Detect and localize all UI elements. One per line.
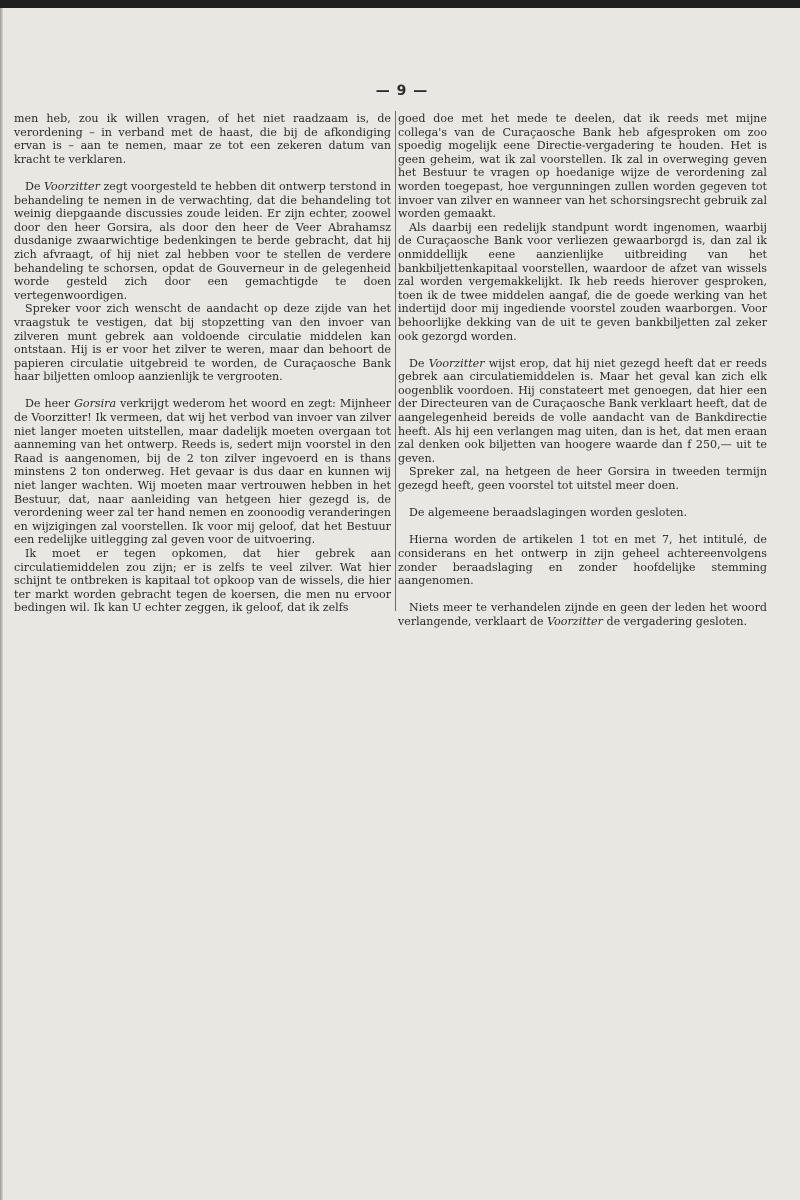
- paragraph: Spreker zal, na hetgeen de heer Gorsira in tweeden termijn gezegd heeft, geen voorstel tot uitstel meer doen.: [398, 465, 767, 493]
- paragraph: Als daarbij een redelijk standpunt wordt ingenomen, waarbij de Curaçaosche Bank voor verliezen gewaarborgd is, dan zal ik onmiddellijk eene aanzienlijke uitbreiding van het bankbiljettenkapitaal voorstellen, waardoor de afzet van wissels zal worden vergemakkelijkt. Ik heb reeds hierover gesproken, toen ik de twee middelen aangaf, die de goede werking van het indertijd door mij ingediende voorstel zouden waarborgen. Voor behoorlijke dekking van de uit te geven bankbiljetten zal zeker ook gezorgd worden.: [398, 220, 767, 343]
- paragraph: goed doe met het mede te deelen, dat ik reeds met mijne collega's van de Curaçaosche Bank heb afgesproken om zoo spoedig mogelijk eene Directie-vergadering te houden. Het is geen geheim, wat ik zal voorstellen. Ik zal in overweging geven het Bestuur te vragen op hoedanige wijze de verordening zal worden toegepast, hoe vergunningen zullen worden gegeven tot invoer van zilver en wanneer van het schorsingsrecht gebruik zal worden gemaakt.: [398, 112, 767, 221]
- text-run: verkrijgt wederom het woord en zegt: Mijnheer de Voorzitter! Ik vermeen, dat wij het verbod van invoer van zilver niet langer moeten uitstellen, maar dadelijk moeten overgaan tot aanneming van het ontwerp. Reeds is, sedert mijn voorstel in den Raad is aangenomen, bij de 2 ton zilver ingevoerd en is thans minstens 2 ton onderweg. Het gevaar is dus daar en kunnen wij niet langer wachten. Wij moeten maar vertrouwen hebben in het Bestuur, dat, naar aanleiding van hetgeen hier gezegd is, de verordening weer zal ter hand nemen en zoonoodig veranderingen en wijzigingen zal voorstellen. Ik voor mij geloof, dat het Bestuur een redelijke uitlegging zal geven voor de uitvoering.: [14, 397, 391, 547]
- left-column: [14, 112, 391, 615]
- paragraph: [14, 180, 391, 302]
- paragraph: [398, 357, 767, 466]
- scan-top-border: [0, 0, 800, 8]
- text-run: De: [25, 179, 45, 193]
- speaker-role: Voorzitter: [547, 614, 603, 628]
- paragraph: [14, 397, 391, 547]
- speaker-role: Voorzitter: [428, 356, 485, 370]
- text-run: De heer: [25, 397, 75, 411]
- scan-left-edge: [0, 8, 3, 1200]
- speaker-name: Gorsira: [74, 397, 117, 411]
- paragraph: men heb, zou ik willen vragen, of het niet raadzaam is, de verordening – in verband met de haast, die bij de afkondiging ervan is – aan te nemen, maar ze tot een zekeren datum van kracht te verklaren.: [14, 112, 391, 166]
- speaker-role: Voorzitter: [44, 179, 100, 193]
- paragraph: De algemeene beraadslagingen worden gesloten.: [409, 506, 688, 520]
- text-run: zegt voorgesteld te hebben dit ontwerp terstond in behandeling te nemen in de verwachting, dat die behandeling tot weinig diepgaande discussies zoude leiden. Er zijn echter, zoowel door den heer Gorsira, als door den heer de Veer Abrahamsz dusdanige zwaarwichtige bedenkingen te berde gebracht, dat hij zich afvraagt, of hij niet zal hebben voor te stellen de verdere behandeling te schorsen, opdat de Gouverneur in de gelegenheid worde gesteld zich door een gemachtigde te doen vertegenwoordigen.: [14, 179, 391, 302]
- text-run: wijst erop, dat hij niet gezegd heeft dat er reeds gebrek aan circulatiemiddelen is. Maar het geval kan zich elk oogenblik voordoen. Hij constateert met genoegen, dat hier een der Directeuren van de Curaçaosche Bank verklaart heeft, dat de aangelegenheid bereids de volle aandacht van de Bankdirectie heeft. Als hij een verlangen mag uiten, dan is het, dat men eraan zal denken ook biljetten van hoogere waarde dan f 250,— uit te geven.: [398, 356, 768, 465]
- text-run: De: [409, 356, 429, 370]
- paragraph: [398, 601, 767, 628]
- paragraph: Ik moet er tegen opkomen, dat hier gebrek aan circulatiemiddelen zou zijn; er is zelfs te veel zilver. Wat hier schijnt te ontbreken is kapitaal tot opkoop van de wissels, die hier ter markt worden gebracht tegen de koersen, die men nu ervoor bedingen wil. Ik kan U echter zeggen, ik geloof, dat ik zelfs: [14, 547, 391, 615]
- right-column: [398, 112, 767, 629]
- column-divider: [395, 111, 396, 611]
- text-run: de vergadering gesloten.: [602, 614, 748, 628]
- page-number: — 9 —: [375, 83, 429, 99]
- text-run: Niets meer te verhandelen zijnde en geen der leden het woord verlangende, verklaart de: [398, 601, 767, 628]
- paragraph: Hierna worden de artikelen 1 tot en met 7, het intitulé, de considerans en het ontwerp in zijn geheel achtereenvolgens zonder beraadslaging en zonder hoofdelijke stemming aangenomen.: [398, 533, 767, 588]
- paragraph: Spreker voor zich wenscht de aandacht op deze zijde van het vraagstuk te vestigen, dat bij stopzetting van den invoer van zilveren munt gebrek aan voldoende circulatie middelen kan ontstaan. Hij is er voor het zilver te weren, maar dan behoort de papieren circulatie uitgebreid te worden, de Curaçaosche Bank haar biljetten omloop aanzienlijk te vergrooten.: [14, 302, 391, 384]
- document-page: [4, 8, 800, 1200]
